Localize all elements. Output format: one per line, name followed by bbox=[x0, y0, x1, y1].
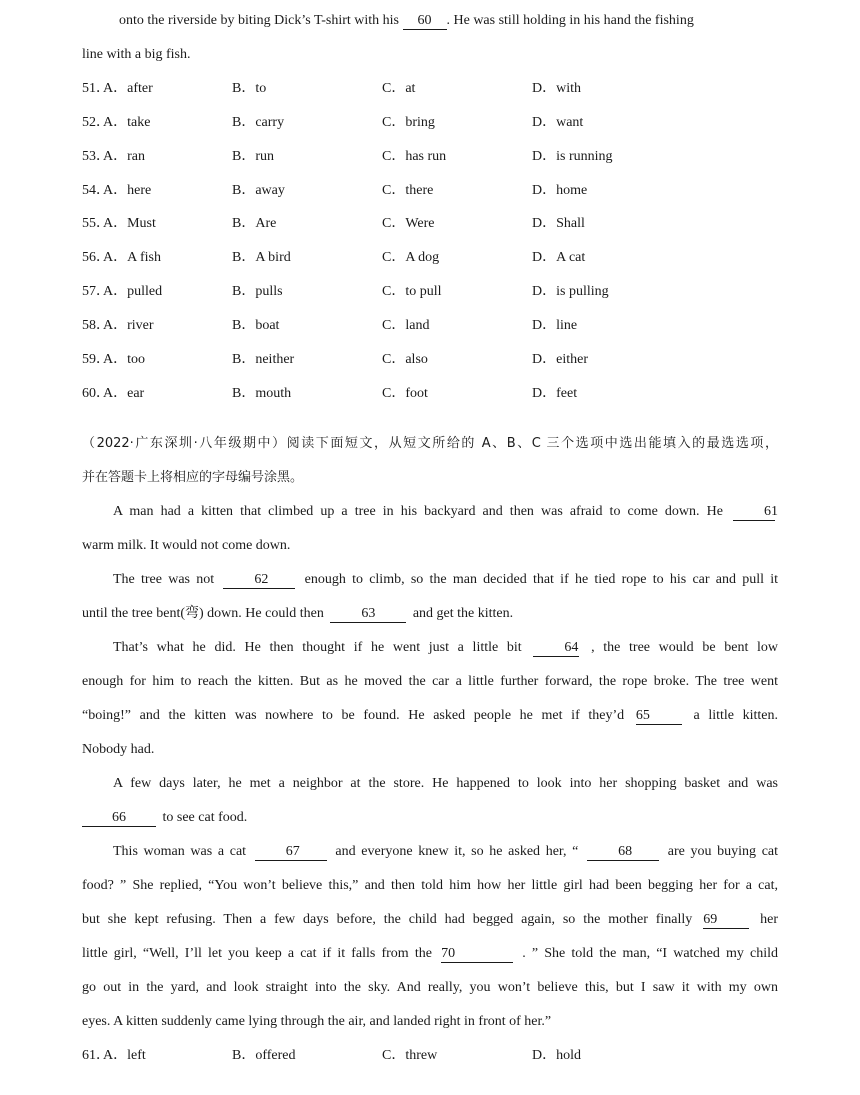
option-c[interactable]: C．at bbox=[382, 81, 416, 96]
instruction-text: （2022·广东深圳·八年级期中）阅读下面短文，从短文所给的 A、B、C 三个选项中选出能填入的最选选项， bbox=[82, 436, 778, 452]
option-d[interactable]: D．home bbox=[532, 182, 588, 198]
question-number: 60． bbox=[82, 385, 110, 401]
option-a[interactable]: A．take bbox=[103, 114, 151, 130]
question-number: 58． bbox=[82, 317, 110, 333]
option-d[interactable]: D．with bbox=[532, 81, 581, 96]
option-b[interactable]: B．Are bbox=[232, 216, 277, 232]
question-number: 56． bbox=[82, 250, 110, 266]
answer-blank-67: 67 bbox=[255, 843, 327, 861]
passage-line: but she kept refusing. Then a few days before, the child had begged again, so the mother finally 69 her bbox=[82, 912, 778, 928]
answer-blank-62: 62 bbox=[223, 571, 295, 589]
option-b[interactable]: B．A bird bbox=[232, 250, 291, 266]
option-d[interactable]: D．want bbox=[532, 114, 584, 130]
option-c[interactable]: C．land bbox=[382, 317, 430, 333]
option-d[interactable]: D．is pulling bbox=[532, 284, 609, 300]
question-number: 53． bbox=[82, 148, 110, 164]
passage-line: food? ” She replied, “You won’t believe this,” and then told him how her little girl had been begging her for a cat, bbox=[82, 878, 778, 894]
passage-line bbox=[82, 38, 778, 72]
passage-line: eyes. A kitten suddenly came lying through the air, and landed right in front of her.” bbox=[82, 1014, 552, 1030]
option-a[interactable]: A．here bbox=[103, 182, 152, 198]
question-row bbox=[82, 309, 778, 343]
option-b[interactable]: B．mouth bbox=[232, 385, 292, 401]
option-d[interactable]: D．feet bbox=[532, 385, 578, 401]
answer-blank-61: 61 bbox=[733, 503, 775, 521]
passage-line: The tree was not 62 enough to climb, so the man decided that if he tied rope to his car and pull it bbox=[113, 572, 778, 588]
passage-text: . He was still holding in his hand the fishing bbox=[446, 13, 694, 28]
option-b[interactable]: B．pulls bbox=[232, 284, 283, 300]
option-b[interactable]: B．neither bbox=[232, 351, 295, 367]
answer-blank-63: 63 bbox=[330, 605, 406, 623]
option-a[interactable]: A．ran bbox=[103, 148, 145, 164]
question-number: 59． bbox=[82, 351, 110, 367]
option-c[interactable]: C．threw bbox=[382, 1048, 438, 1064]
section-instruction bbox=[82, 427, 778, 461]
option-b[interactable]: B．away bbox=[232, 182, 285, 198]
question-number: 52． bbox=[82, 114, 110, 130]
option-d[interactable]: D．hold bbox=[532, 1048, 581, 1064]
question-row bbox=[82, 174, 778, 208]
option-d[interactable]: D．either bbox=[532, 351, 588, 367]
option-b[interactable]: B．carry bbox=[232, 114, 285, 130]
instruction-text: 并在答题卡上将相应的字母编号涂黑。 bbox=[82, 470, 304, 486]
passage-line: A few days later, he met a neighbor at the store. He happened to look into her shopping basket and was bbox=[113, 776, 778, 792]
passage-line: This woman was a cat 67 and everyone knew it, so he asked her, “ 68 are you buying cat bbox=[113, 844, 778, 860]
answer-blank-69: 69 bbox=[703, 911, 749, 929]
option-d[interactable]: D．Shall bbox=[532, 216, 585, 232]
option-c[interactable]: C．to pull bbox=[382, 284, 442, 300]
passage-line: little girl, “Well, I’ll let you keep a cat if it falls from the 70 . ” She told the man, “I watched my child bbox=[82, 946, 778, 962]
question-number: 55． bbox=[82, 216, 110, 232]
passage-line bbox=[82, 0, 778, 38]
option-c[interactable]: C．there bbox=[382, 182, 434, 198]
passage-line: 66 to see cat food. bbox=[82, 801, 778, 835]
answer-blank-70: 70 bbox=[441, 945, 513, 963]
passage-line: A man had a kitten that climbed up a tree in his backyard and then was afraid to come down. He 61 bbox=[113, 504, 778, 520]
passage-line: go out in the yard, and look straight into the sky. And really, you won’t believe this, but I saw it with my own bbox=[82, 980, 778, 996]
option-b[interactable]: B．run bbox=[232, 148, 274, 164]
option-d[interactable]: D．line bbox=[532, 317, 578, 333]
option-a[interactable]: A．left bbox=[103, 1048, 146, 1064]
passage-text: line with a big fish. bbox=[82, 47, 191, 62]
option-a[interactable]: A．too bbox=[103, 351, 145, 367]
option-a[interactable]: A．after bbox=[103, 81, 153, 96]
question-number: 54． bbox=[82, 182, 110, 198]
passage-line: until the tree bent(弯) down. He could then 63 and get the kitten. bbox=[82, 606, 514, 622]
option-a[interactable]: A．river bbox=[103, 317, 154, 333]
passage-line: enough for him to reach the kitten. But as he moved the car a little further forward, the rope broke. The tree went bbox=[82, 674, 778, 690]
question-number: 61． bbox=[82, 1048, 110, 1064]
passage-line: That’s what he did. He then thought if he went just a little bit 64 , the tree would be bent low bbox=[113, 640, 778, 656]
section-instruction bbox=[82, 461, 778, 495]
question-number: 51． bbox=[82, 81, 110, 96]
option-b[interactable]: B．offered bbox=[232, 1048, 296, 1064]
option-a[interactable]: A．ear bbox=[103, 385, 145, 401]
question-row bbox=[82, 1039, 778, 1073]
question-options-list bbox=[82, 72, 778, 410]
question-row bbox=[82, 275, 778, 309]
option-c[interactable]: C．also bbox=[382, 351, 428, 367]
document-page bbox=[82, 0, 778, 1073]
option-c[interactable]: C．has run bbox=[382, 148, 447, 164]
question-row bbox=[82, 377, 778, 411]
question-row bbox=[82, 241, 778, 275]
answer-blank-65: 65 bbox=[636, 707, 682, 725]
option-d[interactable]: D．is running bbox=[532, 148, 613, 164]
option-d[interactable]: D．A cat bbox=[532, 250, 586, 266]
option-c[interactable]: C．foot bbox=[382, 385, 428, 401]
option-a[interactable]: A．Must bbox=[103, 216, 156, 232]
option-b[interactable]: B．boat bbox=[232, 317, 280, 333]
question-row bbox=[82, 207, 778, 241]
passage-line: warm milk. It would not come down. bbox=[82, 538, 291, 554]
answer-blank-66: 66 bbox=[82, 809, 156, 827]
question-row bbox=[82, 343, 778, 377]
passage-text: onto the riverside by biting Dick’s T-shirt with his bbox=[119, 13, 403, 28]
option-a[interactable]: A．A fish bbox=[103, 250, 161, 266]
answer-blank-64: 64 bbox=[533, 639, 579, 657]
option-a[interactable]: A．pulled bbox=[103, 284, 163, 300]
answer-blank-60: 60 bbox=[403, 12, 447, 30]
question-number: 57． bbox=[82, 284, 110, 300]
passage-line: “boing!” and the kitten was nowhere to be found. He asked people he met if they’d 65 a little kitten. bbox=[82, 708, 778, 724]
option-c[interactable]: C．bring bbox=[382, 114, 435, 130]
question-row bbox=[82, 72, 778, 106]
option-c[interactable]: C．A dog bbox=[382, 250, 440, 266]
question-row bbox=[82, 106, 778, 140]
question-row bbox=[82, 140, 778, 174]
passage-line: Nobody had. bbox=[82, 742, 155, 758]
option-b[interactable]: B．to bbox=[232, 81, 267, 96]
option-c[interactable]: C．Were bbox=[382, 216, 435, 232]
answer-blank-68: 68 bbox=[587, 843, 659, 861]
